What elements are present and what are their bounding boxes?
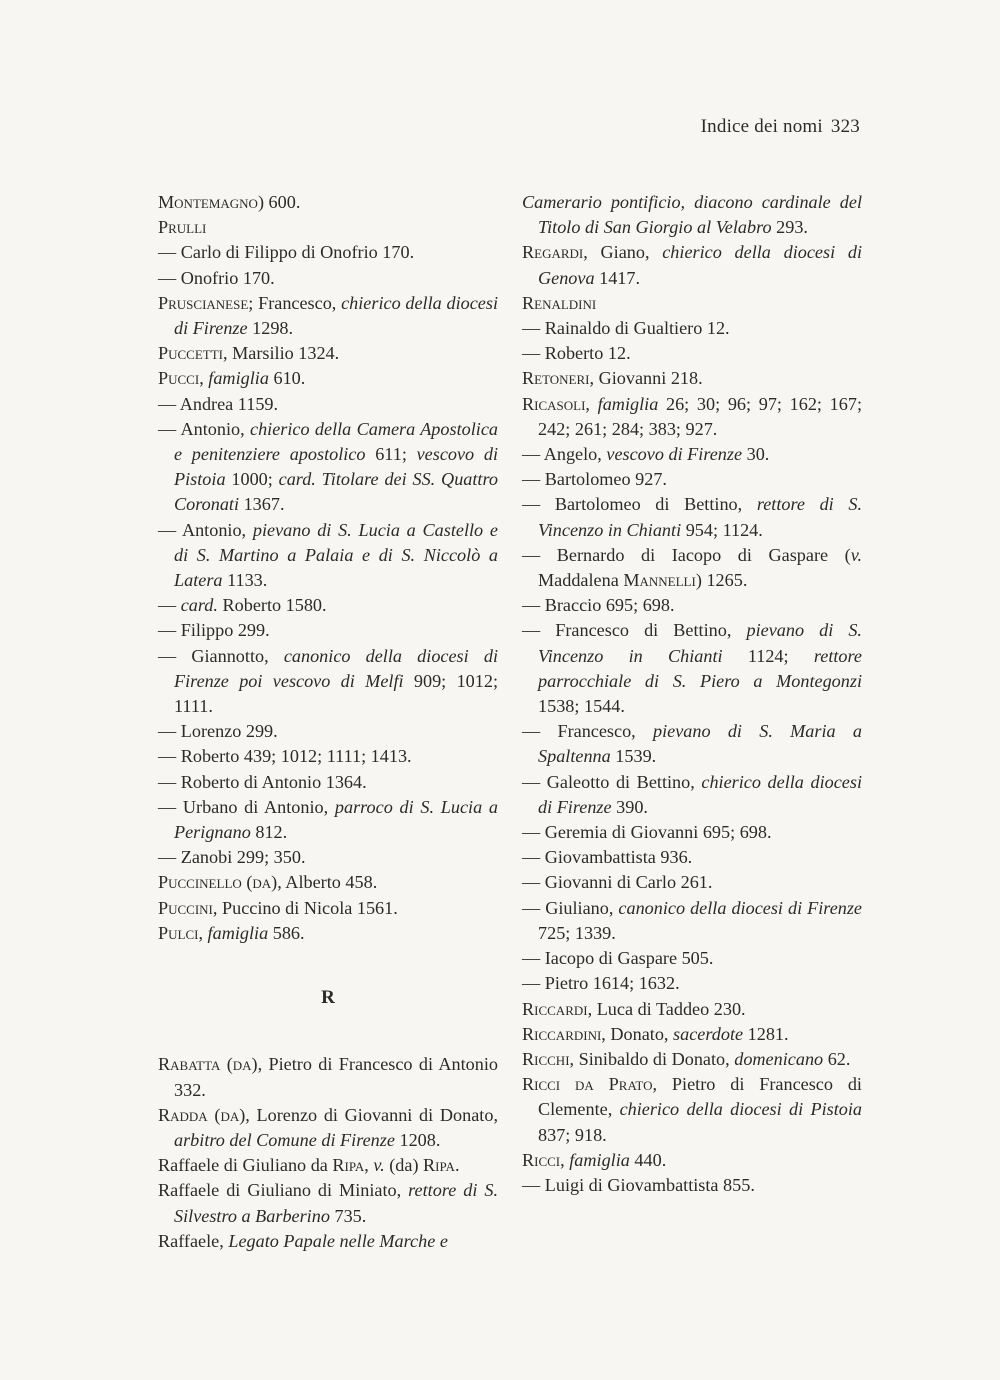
header-title: Indice dei nomi [700,116,823,137]
index-entry [522,618,862,719]
entry-text: — Geremia di Giovanni 695; 698. [522,822,772,843]
entry-text: Riccardi [522,998,588,1019]
entry-text: — Andrea 1159. [158,393,279,414]
index-entry [522,593,862,618]
entry-text: 1208. [394,1129,441,1150]
index-entry [158,341,498,366]
entry-text: , Donato, [601,1023,674,1044]
index-entry [522,1173,862,1198]
entry-text: — Giuliano, [522,897,619,918]
entry-text: , Giano, [583,242,663,263]
entry-text: Pulci [158,922,199,943]
entry-text: — Antonio, [158,418,250,439]
index-entry [522,1022,862,1047]
entry-text: , Pietro di Francesco di Clemente, [538,1074,862,1120]
entry-text: — Braccio 695; 698. [522,595,675,616]
entry-text: — Giovambattista 936. [522,847,693,868]
entry-text: canonico della diocesi di Firenze [618,897,863,918]
index-entry [158,1103,498,1153]
index-entry [158,366,498,391]
entry-text: — Carlo di Filippo di Onofrio 170. [158,242,415,263]
index-entry [158,1229,498,1254]
entry-text: rettore di S. Vincenzo in Chianti [538,494,862,540]
entry-text: , [364,1155,374,1176]
entry-text: Retoneri [522,368,590,389]
entry-text: — Angelo, [522,444,607,465]
entry-text: Roberto 1580. [217,595,327,616]
entry-text: 293. [771,217,808,238]
entry-text: 1539. [610,746,657,767]
index-entry [522,896,862,946]
entry-text: (da) [384,1155,424,1176]
right-column [522,190,862,1198]
index-entry [158,921,498,946]
entry-text: — Luigi di Giovambattista 855. [522,1174,755,1195]
index-entry [522,366,862,391]
entry-text: 837; 918. [538,1124,607,1145]
entry-text: vescovo di Pistoia [174,444,499,490]
entry-text: — Pietro 1614; 1632. [522,973,680,994]
entry-text: chierico della diocesi di Firenze [174,292,498,339]
entry-text: 586. [268,922,305,943]
entry-text: ; Francesco, [248,292,342,313]
entry-text: ) 1265. [695,570,748,591]
index-entry [522,341,862,366]
index-entry [158,518,498,594]
entry-text: 26; 30; 96; 97; 162; 167; 242; 261; 284; 383; 927. [538,393,862,439]
index-entry [158,1052,498,1102]
entry-text: Prulli [158,217,207,238]
entry-text: Ricasoli [522,393,586,414]
entry-text: 390. [611,796,648,817]
entry-text: famiglia [597,393,659,414]
index-entry [158,291,498,341]
page-number: 323 [830,116,860,137]
entry-text: , Marsilio 1324. [223,343,340,364]
index-entry [158,845,498,870]
index-entry [522,770,862,820]
index-entry [522,392,862,442]
entry-text: Rabatta (da) [158,1054,258,1075]
entry-text: 62. [823,1048,851,1069]
index-entry [158,1153,498,1178]
left-entries [158,190,498,946]
index-entry [522,870,862,895]
entry-text: Puccinello (da) [158,872,278,893]
index-entry [522,1072,862,1148]
index-entry [522,1148,862,1173]
entry-text: 1417. [594,267,641,288]
entry-text: 611; [365,444,417,465]
index-entry [522,946,862,971]
entry-text: arbitro del Comune di Firenze [174,1129,395,1150]
entry-text: — Roberto di Antonio 1364. [158,771,367,792]
index-entry [522,971,862,996]
entry-text: Montemagno [158,192,258,212]
entry-text: — Francesco di Bettino, [522,620,747,641]
entry-text: chierico della diocesi di Pistoia [619,1099,862,1120]
entry-text: card. [180,595,218,616]
entry-text: 1538; 1544. [538,696,625,717]
index-entry [158,593,498,618]
entry-text: Pruscianese [158,292,249,313]
entry-text: , [560,1149,570,1170]
index-entry [522,190,862,240]
entry-text: famiglia [207,922,269,943]
entry-text: domenicano [734,1048,824,1069]
entry-text: — Iacopo di Gaspare 505. [522,948,714,969]
index-entry [158,417,498,518]
entry-text: — Galeotto di Bettino, [522,771,702,792]
entry-text: v. [373,1155,385,1176]
entry-text: , Pietro di Francesco di Antonio 332. [174,1054,498,1100]
entry-text: Pucci [158,368,200,389]
index-entry [158,240,498,265]
entry-text: 735. [329,1205,367,1226]
index-entry [522,1047,862,1072]
index-entry [158,1178,498,1228]
index-entry [158,770,498,795]
index-entry [522,240,862,290]
entry-text: 954; 1124. [681,519,763,540]
entry-text: — Rainaldo di Gualtiero 12. [522,318,730,339]
entry-text: — Antonio, [158,519,253,540]
index-entry [158,266,498,291]
index-entry [158,744,498,769]
entry-text: — Roberto 12. [522,343,631,364]
index-entry [158,190,498,215]
entry-text: pievano di S. Vincenzo in Chianti [538,620,862,666]
entry-text: 812. [250,822,288,843]
entry-text: 610. [268,368,306,389]
index-entry [522,467,862,492]
entry-text: Ricchi [522,1048,570,1069]
entry-text: — Giovanni di Carlo 261. [522,872,713,893]
entry-text: Camerario pontificio, diacono cardinale del Titolo di San Giorgio al Velabro [522,192,862,238]
entry-text: 30. [742,444,770,465]
entry-text: , [198,922,208,943]
entry-text: 1124; [722,645,814,666]
entry-text: Regardi [522,242,584,263]
entry-text: — Giannotto, [158,645,284,666]
index-entry [158,644,498,720]
entry-text: — [158,595,181,616]
entry-text: , Giovanni 218. [589,368,703,389]
index-entry [522,543,862,593]
index-entry [522,997,862,1022]
entry-text: , Lorenzo di Giovanni di Donato, [245,1104,498,1125]
entry-text: — Zanobi 299; 350. [158,847,306,868]
entry-text: , Puccino di Nicola 1561. [212,897,398,918]
entry-text: famiglia [208,368,269,389]
index-entry [522,442,862,467]
entry-text: Maddalena [538,570,624,591]
entry-text: Raffaele, [158,1230,229,1251]
index-entry [158,392,498,417]
index-entry [158,215,498,240]
entry-text: — Francesco, [522,721,653,742]
entry-text: canonico della diocesi di Firenze poi vescovo di Melfi [174,645,498,691]
entry-text: — Bernardo di Iacopo di Gaspare ( [522,544,851,565]
section-letter: R [321,987,335,1009]
entry-text: rettore parrocchiale di S. Piero a Montegonzi [538,645,862,691]
entry-text: — Roberto 439; 1012; 1111; 1413. [158,746,412,767]
entry-text: — Lorenzo 299. [158,721,278,742]
left-entries-r [158,1052,498,1254]
entry-text: parroco di S. Lucia a Perignano [174,796,498,843]
right-entries [522,190,862,1198]
index-entry [522,820,862,845]
entry-text: Radda (da) [158,1104,246,1125]
entry-text: 1133. [222,570,268,591]
entry-text: Raffaele di Giuliano di Miniato, [158,1180,409,1201]
entry-text: ) 600. [257,192,301,212]
entry-text: 1281. [743,1023,789,1044]
entry-text: — Bartolomeo 927. [522,469,667,490]
entry-text: — Filippo 299. [158,620,270,641]
running-header [701,116,860,138]
entry-text: . [454,1155,460,1176]
entry-text: — Urbano di Antonio, [158,796,335,817]
index-entry [522,719,862,769]
entry-text: 440. [629,1149,667,1170]
entry-text: Legato Papale nelle Marche e [228,1230,448,1251]
entry-text: chierico della diocesi di Genova [538,242,862,288]
entry-text: chierico della Camera Apostolica e penitenziere apostolico [174,418,498,465]
entry-text: , [199,368,209,389]
entry-text: Ripa [423,1155,455,1176]
entry-text: card. Titolare dei SS. Quattro Coronati [174,469,498,515]
entry-text: Ripa [332,1155,365,1176]
entry-text: — Onofrio 170. [158,267,275,288]
left-column [158,190,498,1254]
entry-text: , Sinibaldo di Donato, [569,1048,735,1069]
entry-text: vescovo di Firenze [606,444,743,465]
entry-text: chierico della diocesi di Firenze [538,771,862,817]
entry-text: — Bartolomeo di Bettino, [522,494,757,515]
entry-text: Raffaele di Giuliano da [158,1155,333,1176]
index-entry [158,896,498,921]
entry-text: , Luca di Taddeo 230. [587,998,746,1019]
entry-text: Ricci da Prato [522,1074,653,1095]
entry-text: 1367. [239,494,285,515]
entry-text: Mannelli [623,570,696,591]
entry-text: Renaldini [522,292,597,313]
entry-text: pievano di S. Maria a Spaltenna [538,721,862,767]
entry-text: Riccardini [522,1023,602,1044]
entry-text: , [585,393,598,414]
entry-text: rettore di S. Silvestro a Barberino [174,1180,498,1226]
entry-text: v. [850,544,862,565]
entry-text: 909; 1012; 1111. [174,670,498,717]
entry-text: Ricci [522,1149,561,1170]
entry-text: 725; 1339. [538,922,616,943]
index-entry [522,492,862,542]
entry-text: 1298. [247,318,294,339]
entry-text: famiglia [569,1149,630,1170]
index-entry [522,316,862,341]
entry-text: Puccetti [158,343,223,364]
index-entry [158,795,498,845]
index-entry [158,719,498,744]
index-entry [522,845,862,870]
index-entry [158,618,498,643]
entry-text: , Alberto 458. [277,872,378,893]
index-entry [522,291,862,316]
index-entry [158,870,498,895]
entry-text: sacerdote [673,1023,744,1044]
entry-text: Puccini [158,897,213,918]
entry-text: 1000; [225,469,279,490]
entry-text: pievano di S. Lucia a Castello e di S. Martino a Palaia e di S. Niccolò a Latera [174,519,498,591]
